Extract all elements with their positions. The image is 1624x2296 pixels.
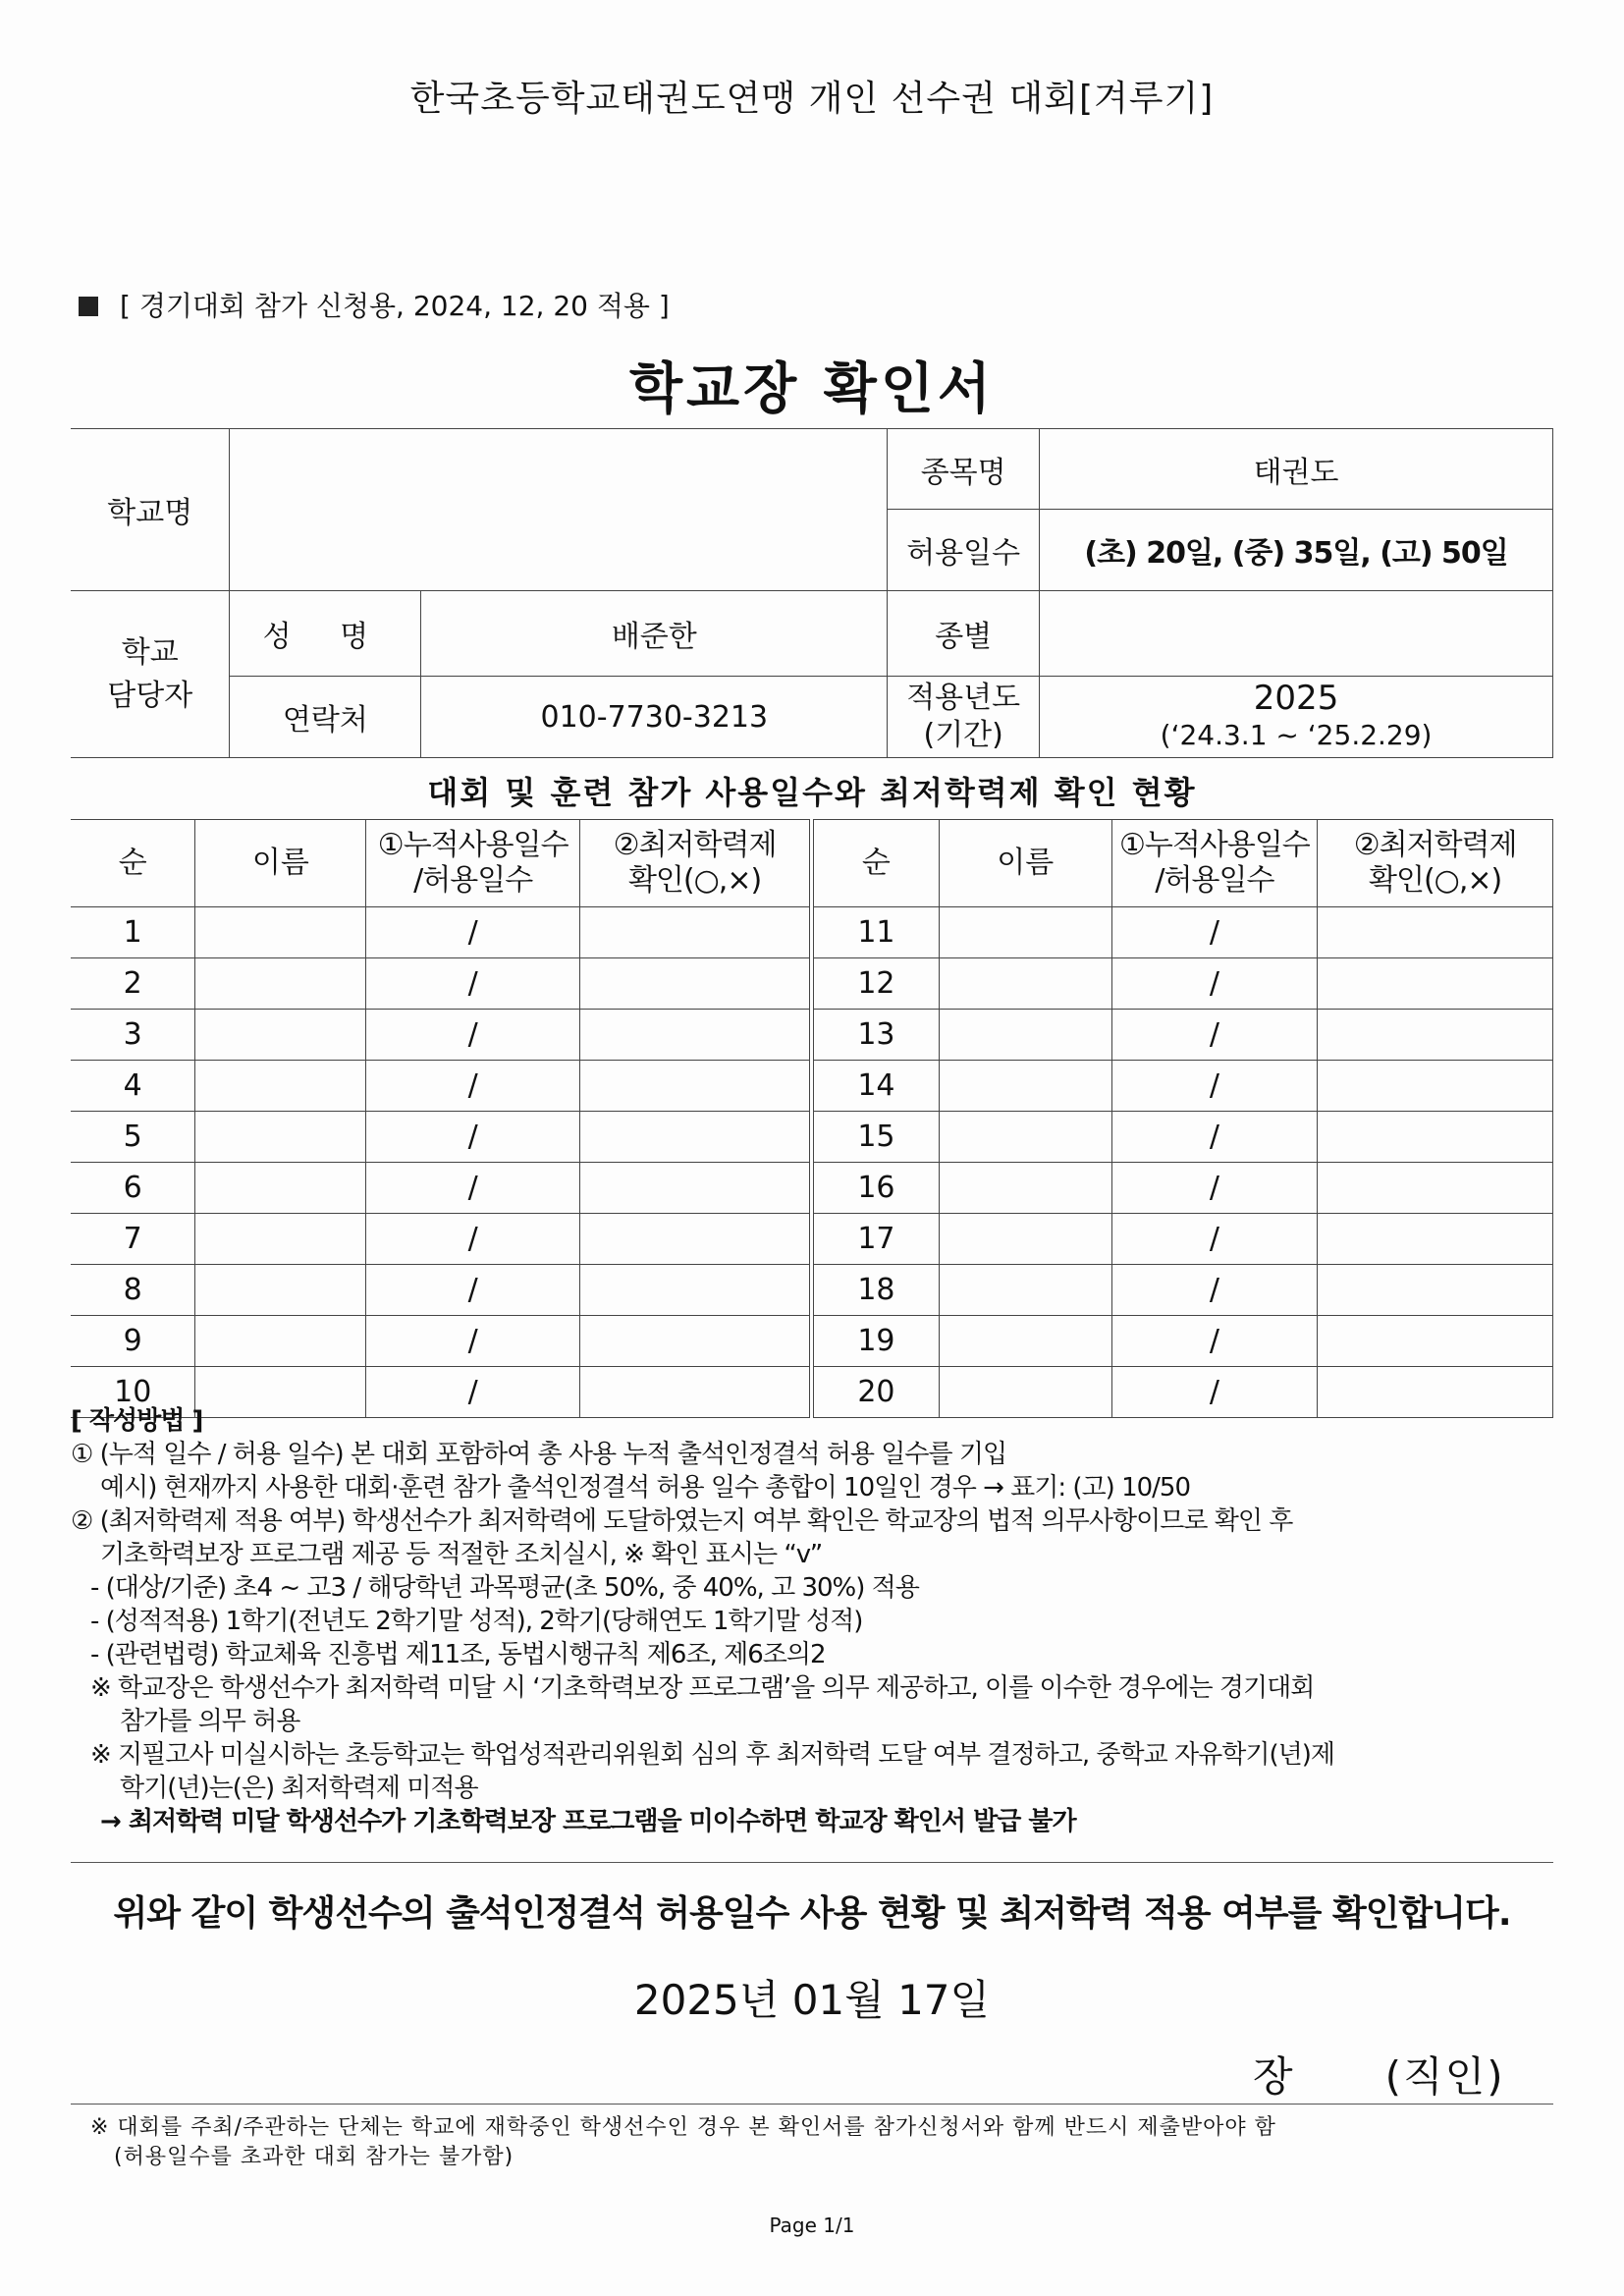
allow-label: 허용일수	[888, 510, 1040, 591]
name-value: 배준한	[421, 591, 888, 677]
school-label: 학교명	[71, 429, 230, 591]
student-name-cell[interactable]	[939, 1163, 1111, 1214]
academic-check-cell[interactable]	[580, 1214, 810, 1265]
academic-check-cell[interactable]	[1318, 1316, 1553, 1367]
principal-seal: 장 (직인)	[1253, 2052, 1505, 2101]
academic-check-cell[interactable]	[580, 958, 810, 1010]
table-row	[71, 958, 810, 1010]
row-number: 2	[71, 958, 195, 1010]
days-used-cell[interactable]: /	[1111, 1010, 1318, 1061]
staff-label	[71, 591, 230, 758]
row-number: 7	[71, 1214, 195, 1265]
table-row	[814, 958, 1553, 1010]
staff-label-line2: 담당자	[107, 678, 193, 713]
academic-check-cell[interactable]	[580, 1163, 810, 1214]
col-header-days	[366, 820, 580, 907]
academic-check-cell[interactable]	[1318, 1163, 1553, 1214]
academic-check-cell[interactable]	[1318, 1112, 1553, 1163]
days-used-cell[interactable]: /	[1111, 1214, 1318, 1265]
section-title: 대회 및 훈련 참가 사용일수와 최저학력제 확인 현황	[427, 774, 1197, 811]
student-name-cell[interactable]	[195, 1010, 366, 1061]
col-header-days-line2: /허용일수	[413, 863, 533, 898]
days-used-cell[interactable]: /	[1111, 1265, 1318, 1316]
row-number: 11	[814, 907, 940, 958]
contact-label: 연락처	[230, 677, 421, 758]
name-label: 성 명	[230, 591, 421, 677]
days-used-cell[interactable]: /	[1111, 958, 1318, 1010]
gender-label: 종별	[888, 591, 1040, 677]
row-number: 20	[814, 1367, 940, 1418]
student-name-cell[interactable]	[939, 1112, 1111, 1163]
table-row	[71, 1214, 810, 1265]
col-header-check-line2: 확인(○,×)	[1369, 863, 1502, 898]
col-header-name: 이름	[195, 820, 366, 907]
row-number: 8	[71, 1265, 195, 1316]
days-used-cell[interactable]: /	[1111, 1163, 1318, 1214]
square-bullet-icon	[79, 297, 98, 316]
allow-value: (초) 20일, (중) 35일, (고) 50일	[1040, 510, 1553, 591]
divider	[71, 2104, 1553, 2105]
info-table	[71, 428, 1553, 758]
table-row	[71, 1061, 810, 1112]
row-number: 12	[814, 958, 940, 1010]
table-row	[71, 1163, 810, 1214]
days-used-cell[interactable]: /	[366, 1061, 580, 1112]
col-header-check-line1: ②최저학력제	[1353, 828, 1517, 862]
days-used-cell[interactable]: /	[1111, 1061, 1318, 1112]
row-number: 15	[814, 1112, 940, 1163]
days-used-cell[interactable]: /	[366, 1316, 580, 1367]
table-row	[814, 1061, 1553, 1112]
table-row	[814, 1112, 1553, 1163]
student-name-cell[interactable]	[939, 1316, 1111, 1367]
instruction-line: ② (최저학력제 적용 여부) 학생선수가 최저학력에 도달하였는지 여부 확인은 학교장의 법적 의무사항이므로 확인 후	[71, 1506, 1293, 1536]
student-name-cell[interactable]	[195, 907, 366, 958]
table-row	[814, 1316, 1553, 1367]
student-name-cell[interactable]	[195, 1112, 366, 1163]
table-row	[71, 1265, 810, 1316]
row-number: 5	[71, 1112, 195, 1163]
academic-check-cell[interactable]	[1318, 907, 1553, 958]
year-label-line1: 적용년도	[906, 681, 1021, 715]
footnote-line: (허용일수를 초과한 대회 참가는 불가함)	[114, 2145, 514, 2169]
year-label	[888, 677, 1040, 758]
days-used-cell[interactable]: /	[366, 907, 580, 958]
col-header-check-line1: ②최저학력제	[613, 828, 777, 862]
school-name-field[interactable]	[230, 429, 888, 591]
row-number: 4	[71, 1061, 195, 1112]
instruction-line: ※ 학교장은 학생선수가 최저학력 미달 시 ‘기초학력보장 프로그램’을 의무 제공하고, 이를 이수한 경우에는 경기대회	[90, 1673, 1315, 1703]
academic-check-cell[interactable]	[580, 1316, 810, 1367]
days-used-cell[interactable]: /	[366, 1265, 580, 1316]
staff-label-line1: 학교	[121, 634, 179, 670]
instruction-line: 예시) 현재까지 사용한 대회·훈련 참가 출석인정결석 허용 일수 총합이 10일인 경우 → 표기: (고) 10/50	[100, 1473, 1191, 1503]
academic-check-cell[interactable]	[1318, 1010, 1553, 1061]
issue-date: 2025년 01월 17일	[633, 1976, 991, 2024]
gender-field[interactable]	[1040, 591, 1553, 677]
table-row	[814, 1010, 1553, 1061]
row-number: 10	[71, 1367, 195, 1418]
row-number: 9	[71, 1316, 195, 1367]
row-number: 13	[814, 1010, 940, 1061]
table-row	[814, 1163, 1553, 1214]
table-row	[71, 1112, 810, 1163]
row-number: 16	[814, 1163, 940, 1214]
table-row	[71, 1316, 810, 1367]
confirmation-statement: 위와 같이 학생선수의 출석인정결석 허용일수 사용 현황 및 최저학력 적용 여부를 확인합니다.	[113, 1893, 1511, 1934]
academic-check-cell[interactable]	[580, 1112, 810, 1163]
academic-check-cell[interactable]	[580, 907, 810, 958]
days-used-cell[interactable]: /	[1111, 1367, 1318, 1418]
table-row	[71, 1010, 810, 1061]
academic-check-cell[interactable]	[1318, 1265, 1553, 1316]
academic-check-cell[interactable]	[580, 1265, 810, 1316]
instructions	[71, 1404, 1553, 1838]
col-header-days-line2: /허용일수	[1155, 863, 1274, 898]
student-name-cell[interactable]	[939, 958, 1111, 1010]
row-number: 17	[814, 1214, 940, 1265]
col-header-no: 순	[814, 820, 940, 907]
footnote	[90, 2113, 1276, 2172]
roster-table-left	[71, 819, 810, 1418]
col-header-days-line1: ①누적사용일수	[377, 828, 568, 862]
contact-value: 010-7730-3213	[421, 677, 888, 758]
instructions-heading: [ 작성방법 ]	[71, 1406, 203, 1436]
instruction-line: → 최저학력 미달 학생선수가 기초학력보장 프로그램을 미이수하면 학교장 확인서 발급 불가	[100, 1807, 1076, 1836]
event-label: 종목명	[888, 429, 1040, 510]
year-label-line2: (기간)	[923, 718, 1003, 752]
instruction-line: ① (누적 일수 / 허용 일수) 본 대회 포함하여 총 사용 누적 출석인정결석 허용 일수를 기입	[71, 1440, 1007, 1469]
student-name-cell[interactable]	[195, 1061, 366, 1112]
instruction-line: 기초학력보장 프로그램 제공 등 적절한 조치실시, ※ 확인 표시는 “v”	[100, 1540, 823, 1569]
instruction-line: - (대상/기준) 초4 ~ 고3 / 해당학년 과목평균(초 50%, 중 40%, 고 30%) 적용	[90, 1573, 919, 1603]
student-name-cell[interactable]	[195, 1265, 366, 1316]
student-name-cell[interactable]	[939, 907, 1111, 958]
days-used-cell[interactable]: /	[366, 1214, 580, 1265]
instruction-line: 학기(년)는(은) 최저학력제 미적용	[120, 1774, 478, 1803]
days-used-cell[interactable]: /	[366, 1163, 580, 1214]
table-row	[814, 1214, 1553, 1265]
row-number: 6	[71, 1163, 195, 1214]
event-value: 태권도	[1040, 429, 1553, 510]
days-used-cell[interactable]: /	[366, 1112, 580, 1163]
academic-check-cell[interactable]	[1318, 1214, 1553, 1265]
col-header-days	[1111, 820, 1318, 907]
days-used-cell[interactable]: /	[366, 1367, 580, 1418]
student-name-cell[interactable]	[939, 1010, 1111, 1061]
instruction-line: 참가를 의무 허용	[120, 1707, 300, 1736]
table-row	[814, 1265, 1553, 1316]
days-used-cell[interactable]: /	[1111, 1112, 1318, 1163]
days-used-cell[interactable]: /	[366, 958, 580, 1010]
row-number: 14	[814, 1061, 940, 1112]
col-header-name: 이름	[939, 820, 1111, 907]
student-name-cell[interactable]	[195, 1214, 366, 1265]
divider	[71, 1862, 1553, 1863]
col-header-check	[580, 820, 810, 907]
roster-table-right	[813, 819, 1553, 1418]
col-header-check-line2: 확인(○,×)	[627, 863, 762, 898]
table-row	[814, 907, 1553, 958]
student-name-cell[interactable]	[939, 1214, 1111, 1265]
student-name-cell[interactable]	[195, 1316, 366, 1367]
row-number: 3	[71, 1010, 195, 1061]
student-name-cell[interactable]	[939, 1265, 1111, 1316]
period-value: (‘24.3.1 ~ ‘25.2.29)	[1160, 719, 1433, 751]
col-header-check	[1318, 820, 1553, 907]
row-number: 1	[71, 907, 195, 958]
top-title: 한국초등학교태권도연맹 개인 선수권 대회[겨루기]	[409, 79, 1215, 119]
year-cell	[1040, 677, 1553, 758]
days-used-cell[interactable]: /	[1111, 1316, 1318, 1367]
document-title: 학교장 확인서	[628, 357, 996, 421]
page-number: Page 1/1	[769, 2214, 855, 2237]
student-name-cell[interactable]	[195, 1163, 366, 1214]
instruction-line: ※ 지필고사 미실시하는 초등학교는 학업성적관리위원회 심의 후 최저학력 도달 여부 결정하고, 중학교 자유학기(년)제	[90, 1740, 1334, 1770]
academic-check-cell[interactable]	[580, 1010, 810, 1061]
academic-check-cell[interactable]	[580, 1061, 810, 1112]
col-header-no: 순	[71, 820, 195, 907]
application-note-text: [ 경기대회 참가 신청용, 2024, 12, 20 적용 ]	[120, 290, 670, 322]
student-name-cell[interactable]	[939, 1061, 1111, 1112]
footnote-line: ※ 대회를 주최/주관하는 단체는 학교에 재학중인 학생선수인 경우 본 확인서를 참가신청서와 함께 반드시 제출받아야 함	[90, 2115, 1276, 2140]
instruction-line: - (관련법령) 학교체육 진흥법 제11조, 동법시행규칙 제6조, 제6조의2	[90, 1640, 826, 1669]
days-used-cell[interactable]: /	[1111, 907, 1318, 958]
academic-check-cell[interactable]	[1318, 1061, 1553, 1112]
days-used-cell[interactable]: /	[366, 1010, 580, 1061]
student-name-cell[interactable]	[195, 958, 366, 1010]
table-row	[71, 907, 810, 958]
row-number: 18	[814, 1265, 940, 1316]
row-number: 19	[814, 1316, 940, 1367]
academic-check-cell[interactable]	[1318, 958, 1553, 1010]
application-note	[79, 285, 670, 324]
instruction-line: - (성적적용) 1학기(전년도 2학기말 성적), 2학기(당해연도 1학기말 성적)	[90, 1607, 863, 1636]
col-header-days-line1: ①누적사용일수	[1119, 828, 1310, 862]
year-value: 2025	[1253, 679, 1339, 718]
